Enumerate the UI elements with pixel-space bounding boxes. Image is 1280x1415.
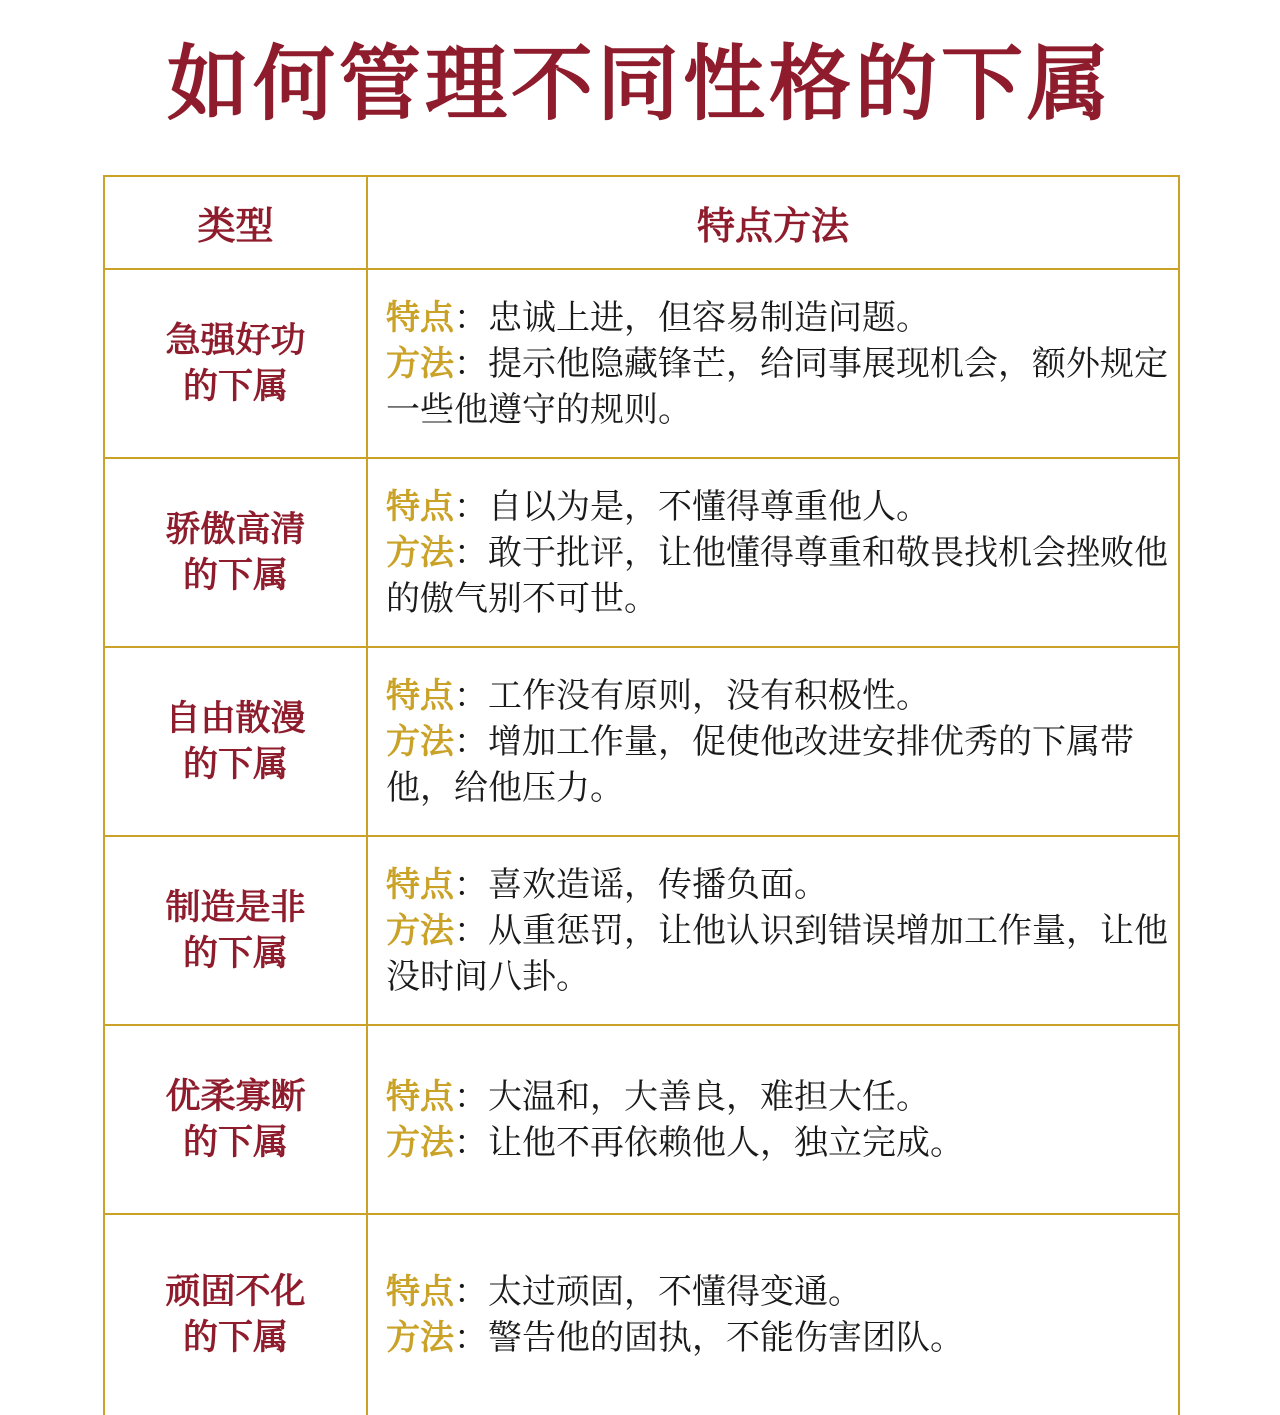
feature-line (386, 1074, 1168, 1120)
colon: ： (454, 532, 488, 573)
table-row (104, 1214, 1179, 1415)
type-cell (104, 269, 367, 458)
feature-text: 工作没有原则，没有积极性。 (488, 675, 930, 716)
feature-tag: 特点 (386, 1076, 454, 1117)
type-suffix: 的下属 (182, 933, 288, 974)
table-row (104, 458, 1179, 647)
type-suffix: 的下属 (182, 744, 288, 785)
method-line (386, 341, 1168, 433)
method-tag: 方法 (386, 1122, 454, 1163)
feature-line (386, 1269, 1168, 1315)
type-suffix: 的下属 (182, 555, 288, 596)
method-text: 提示他隐藏锋芒，给同事展现机会，额外规定一些他遵守的规则。 (386, 343, 1168, 430)
method-line (386, 1120, 1168, 1166)
description-cell (367, 1214, 1179, 1415)
method-text: 敢于批评，让他懂得尊重和敬畏找机会挫败他的傲气别不可世。 (386, 532, 1168, 619)
type-name: 骄傲高清 (165, 509, 306, 550)
description-cell (367, 647, 1179, 836)
feature-line (386, 295, 1168, 341)
table-row (104, 269, 1179, 458)
type-suffix: 的下属 (182, 366, 288, 407)
method-tag: 方法 (386, 532, 454, 573)
type-name: 制造是非 (165, 887, 306, 928)
management-table (103, 175, 1178, 1415)
type-cell (104, 836, 367, 1025)
type-name: 急强好功 (165, 320, 306, 361)
colon: ： (454, 864, 488, 905)
feature-text: 太过顽固，不懂得变通。 (488, 1272, 862, 1312)
colon: ： (454, 910, 488, 951)
method-text: 从重惩罚，让他认识到错误增加工作量，让他没时间八卦。 (386, 910, 1168, 997)
table-row (104, 1025, 1179, 1214)
method-line (386, 908, 1168, 1000)
type-cell (104, 1025, 367, 1214)
page-title: 如何管理不同性格的下属 (166, 37, 1113, 132)
feature-text: 喜欢造谣，传播负面。 (488, 864, 828, 905)
feature-text: 大温和，大善良，难担大任。 (488, 1076, 930, 1117)
type-name: 自由散漫 (165, 698, 306, 739)
feature-tag: 特点 (386, 675, 454, 716)
method-text: 增加工作量，促使他改进安排优秀的下属带他，给他压力。 (386, 721, 1134, 808)
description-cell (367, 269, 1179, 458)
description-cell (367, 458, 1179, 647)
method-line (386, 719, 1168, 811)
table-row (104, 647, 1179, 836)
type-suffix: 的下属 (182, 1122, 288, 1163)
method-line (386, 1315, 1168, 1361)
feature-line (386, 484, 1168, 530)
type-suffix: 的下属 (182, 1318, 288, 1358)
feature-tag: 特点 (386, 297, 454, 338)
description-cell (367, 836, 1179, 1025)
type-cell (104, 1214, 367, 1415)
feature-tag: 特点 (386, 486, 454, 527)
method-tag: 方法 (386, 910, 454, 951)
column-header-features-methods: 特点方法 (367, 176, 1179, 269)
table (103, 175, 1180, 1415)
feature-text: 自以为是，不懂得尊重他人。 (488, 486, 930, 527)
method-tag: 方法 (386, 343, 454, 384)
type-cell (104, 458, 367, 647)
colon: ： (454, 343, 488, 384)
feature-tag: 特点 (386, 1272, 454, 1312)
method-text: 警告他的固执，不能伤害团队。 (488, 1318, 964, 1358)
colon: ： (454, 297, 488, 338)
colon: ： (454, 721, 488, 762)
method-tag: 方法 (386, 1318, 454, 1358)
table-row (104, 836, 1179, 1025)
column-header-type: 类型 (104, 176, 367, 269)
type-name: 顽固不化 (165, 1272, 306, 1312)
colon: ： (454, 1272, 488, 1312)
method-tag: 方法 (386, 721, 454, 762)
colon: ： (454, 486, 488, 527)
feature-tag: 特点 (386, 864, 454, 905)
colon: ： (454, 1318, 488, 1358)
feature-text: 忠诚上进，但容易制造问题。 (488, 297, 930, 338)
method-text: 让他不再依赖他人，独立完成。 (488, 1122, 964, 1163)
feature-line (386, 862, 1168, 908)
colon: ： (454, 1122, 488, 1163)
type-cell (104, 647, 367, 836)
feature-line (386, 673, 1168, 719)
colon: ： (454, 675, 488, 716)
table-header-row (104, 176, 1179, 269)
description-cell (367, 1025, 1179, 1214)
type-name: 优柔寡断 (165, 1076, 306, 1117)
colon: ： (454, 1076, 488, 1117)
method-line (386, 530, 1168, 622)
